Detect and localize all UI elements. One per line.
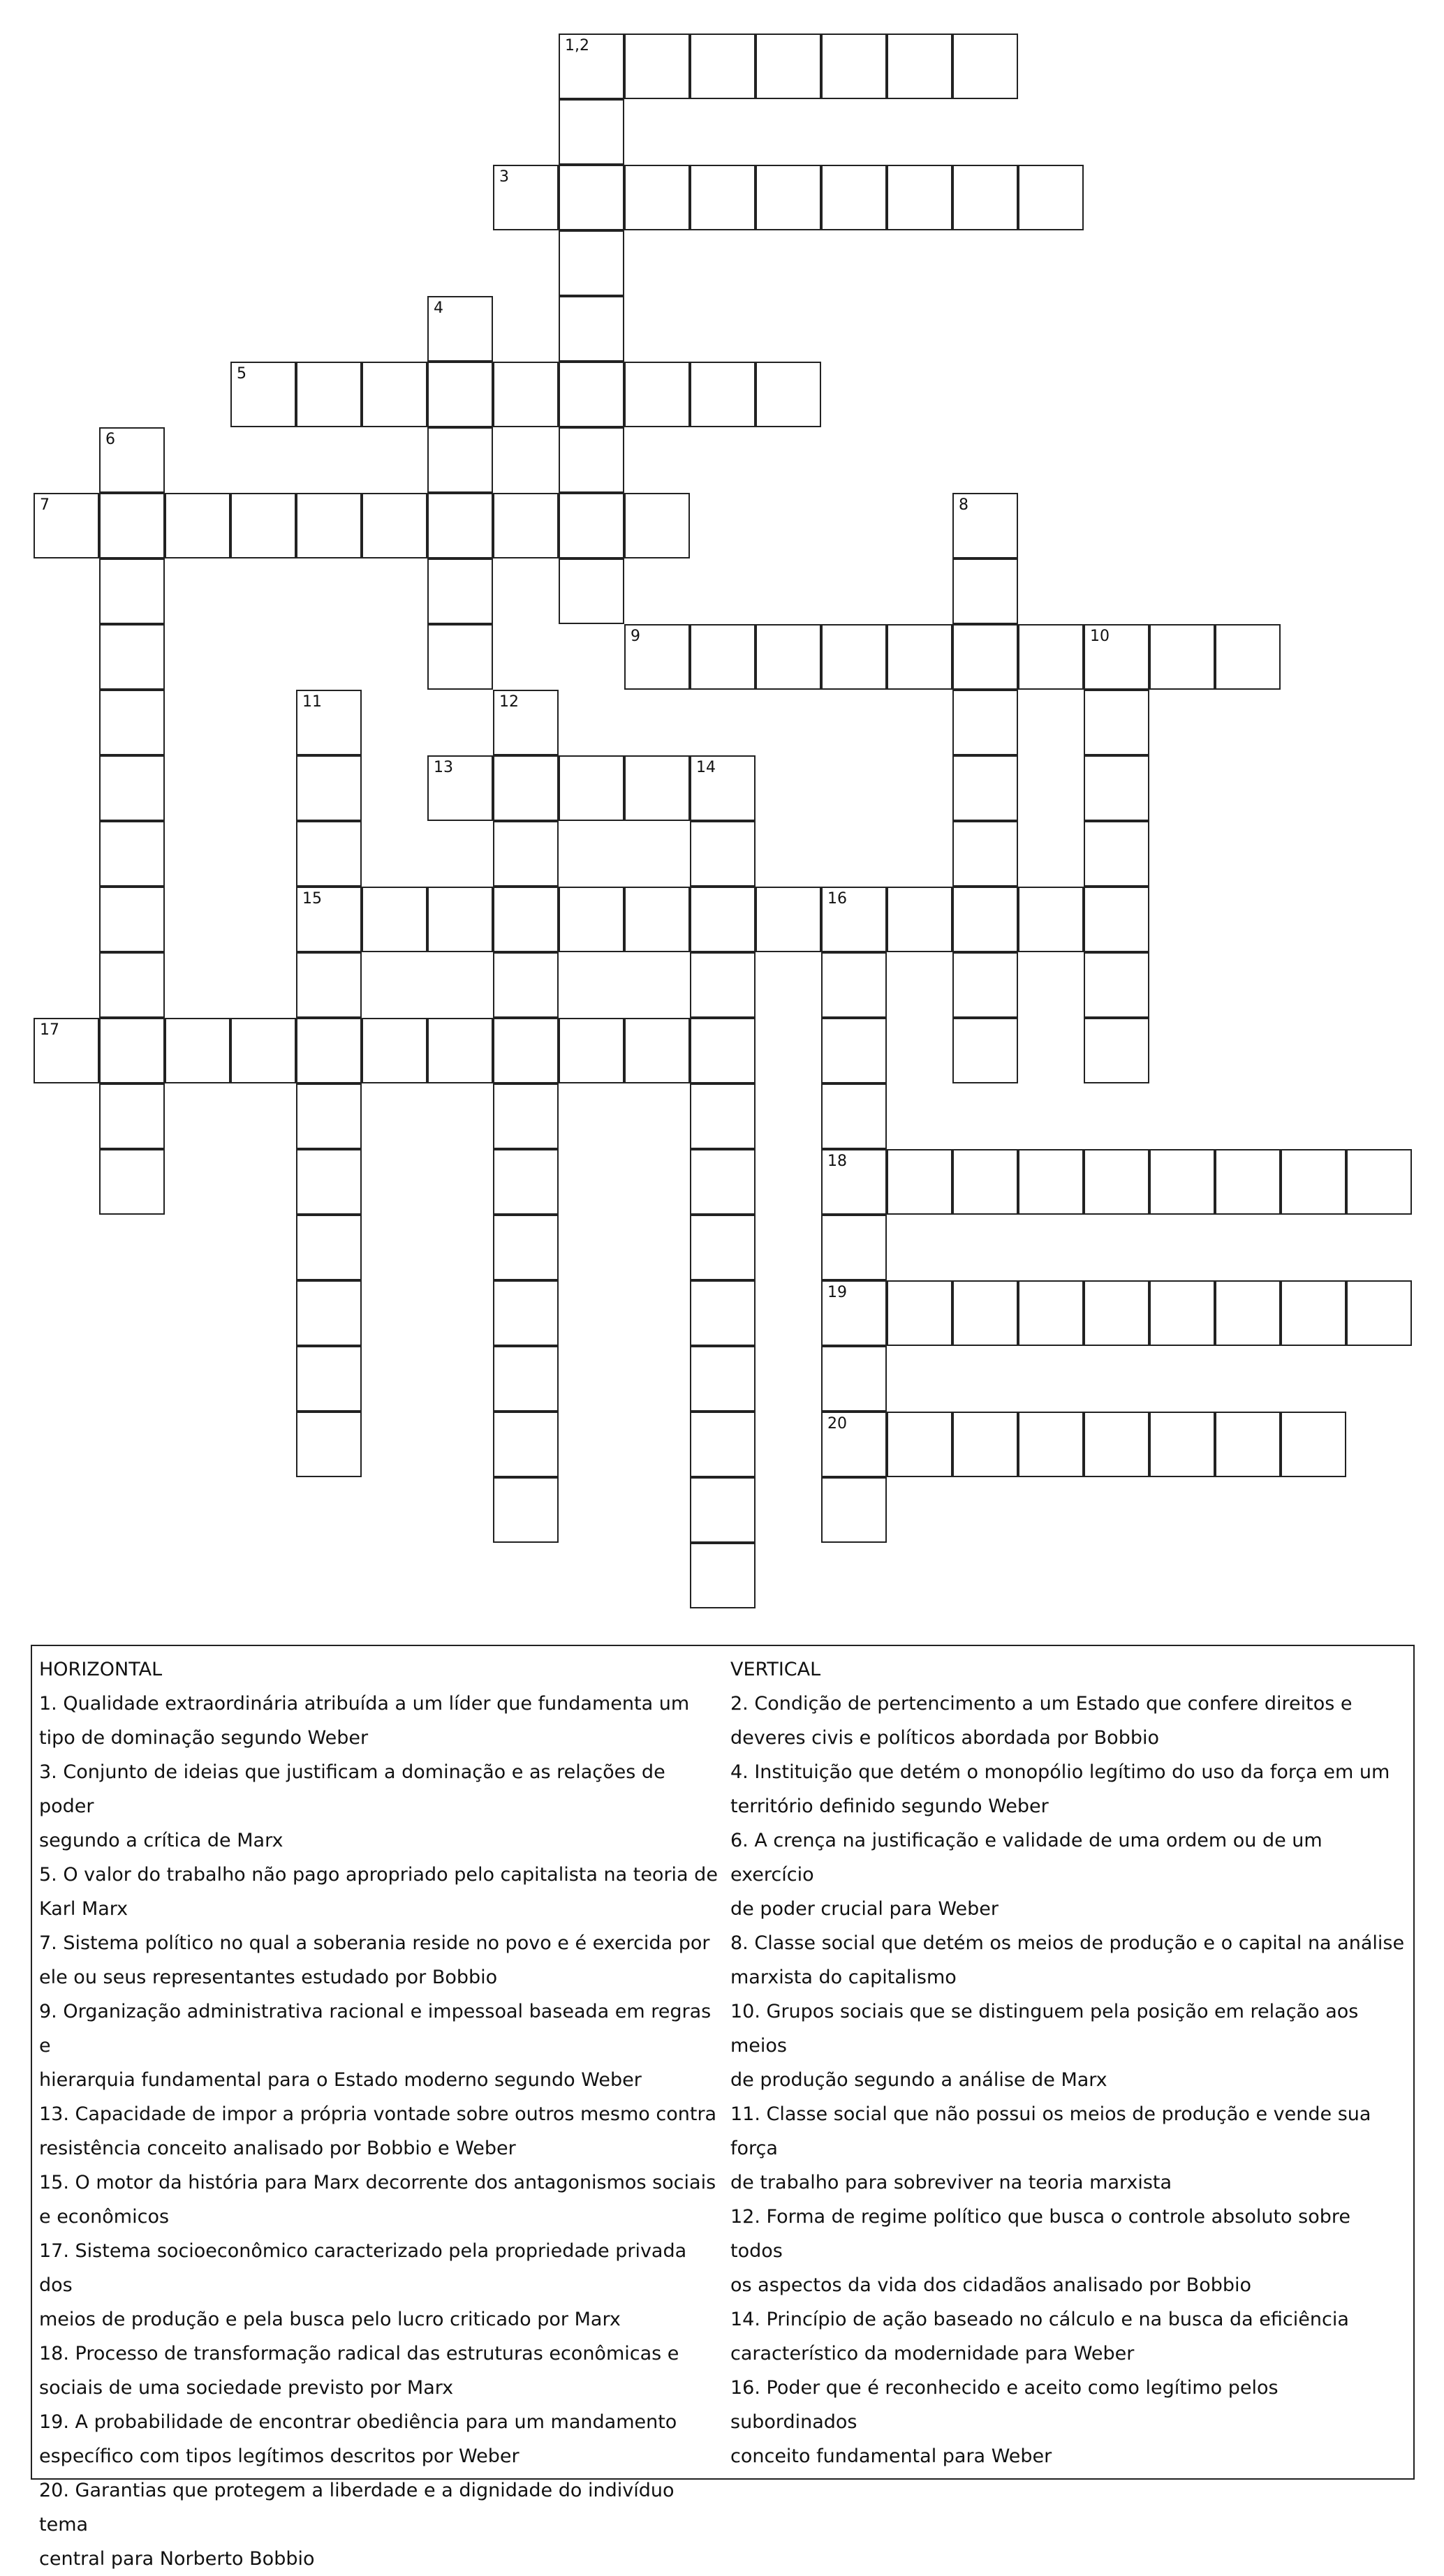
horizontal-clue-line: 5. O valor do trabalho não pago apropriado pelo capitalista na teoria de: [39, 1864, 718, 1886]
grid-cell[interactable]: [887, 34, 952, 99]
grid-cell[interactable]: [1215, 624, 1281, 690]
grid-cell[interactable]: [1149, 1149, 1215, 1215]
grid-cell[interactable]: [230, 1018, 296, 1083]
grid-cell[interactable]: [99, 558, 165, 624]
grid-cell[interactable]: [690, 34, 756, 99]
grid-cell[interactable]: [427, 427, 493, 493]
horizontal-clue-line: Karl Marx: [39, 1898, 128, 1920]
grid-cell[interactable]: [1346, 1280, 1412, 1346]
grid-cell[interactable]: [1149, 624, 1215, 690]
clue-number: 13: [434, 759, 453, 776]
vertical-clue-line: 14. Princípio de ação baseado no cálculo e na busca da eficiência: [730, 2309, 1349, 2330]
grid-cell[interactable]: [493, 952, 559, 1018]
horizontal-heading: HORIZONTAL: [39, 1659, 163, 1680]
grid-cell[interactable]: [887, 165, 952, 230]
horizontal-clue-list: [39, 1687, 723, 2576]
grid-cell[interactable]: [165, 1018, 230, 1083]
grid-cell[interactable]: [99, 952, 165, 1018]
grid-cell[interactable]: [1018, 165, 1084, 230]
vertical-clue-line: marxista do capitalismo: [730, 1967, 957, 1988]
horizontal-clue-line: 13. Capacidade de impor a própria vontade sobre outros mesmo contra: [39, 2103, 717, 2125]
grid-cell[interactable]: [493, 493, 559, 558]
grid-cell[interactable]: [1149, 1280, 1215, 1346]
grid-cell[interactable]: [1084, 1412, 1149, 1477]
grid-cell[interactable]: [99, 624, 165, 690]
grid-cell[interactable]: [99, 887, 165, 952]
grid-cell[interactable]: [952, 952, 1018, 1018]
horizontal-clue-line: 1. Qualidade extraordinária atribuída a um líder que fundamenta um: [39, 1693, 690, 1715]
grid-cell[interactable]: [690, 1083, 756, 1149]
vertical-clue-line: 8. Classe social que detém os meios de produção e o capital na análise: [730, 1932, 1405, 1954]
grid-cell[interactable]: [1084, 624, 1149, 690]
horizontal-clue-line: ele ou seus representantes estudado por Bobbio: [39, 1967, 498, 1988]
grid-cell[interactable]: [1018, 887, 1084, 952]
grid-cell[interactable]: [1084, 887, 1149, 952]
grid-cell[interactable]: [559, 296, 624, 362]
clue-number: 16: [827, 890, 847, 908]
grid-cell[interactable]: [624, 755, 690, 821]
grid-cell[interactable]: [559, 165, 624, 230]
horizontal-clue-line: 3. Conjunto de ideias que justificam a dominação e as relações de poder: [39, 1761, 665, 1817]
grid-cell[interactable]: [427, 624, 493, 690]
grid-cell[interactable]: [952, 624, 1018, 690]
grid-cell[interactable]: [99, 1149, 165, 1215]
horizontal-clue-line: tipo de dominação segundo Weber: [39, 1727, 369, 1749]
grid-cell[interactable]: [427, 362, 493, 427]
grid-cell[interactable]: [427, 558, 493, 624]
grid-cell[interactable]: [952, 493, 1018, 558]
horizontal-clue-line: 17. Sistema socioeconômico caracterizado pela propriedade privada dos: [39, 2240, 687, 2296]
grid-cell[interactable]: [99, 1018, 165, 1083]
horizontal-clue-line: específico com tipos legítimos descritos por Weber: [39, 2445, 520, 2467]
vertical-clue-line: conceito fundamental para Weber: [730, 2445, 1052, 2467]
grid-cell[interactable]: [99, 1083, 165, 1149]
grid-cell[interactable]: [296, 952, 362, 1018]
grid-cell[interactable]: [821, 34, 887, 99]
grid-cell[interactable]: [99, 821, 165, 887]
clue-number: 9: [631, 628, 640, 645]
vertical-clue-line: 4. Instituição que detém o monopólio legítimo do uso da força em um: [730, 1761, 1390, 1783]
grid-cell[interactable]: [34, 1018, 99, 1083]
horizontal-clue-line: 19. A probabilidade de encontrar obediência para um mandamento: [39, 2411, 677, 2433]
vertical-clue-line: 10. Grupos sociais que se distinguem pela posição em relação aos meios: [730, 2001, 1359, 2057]
grid-cell[interactable]: [624, 362, 690, 427]
grid-cell[interactable]: [624, 493, 690, 558]
grid-cell[interactable]: [887, 1412, 952, 1477]
vertical-clue-line: 6. A crença na justificação e validade de uma ordem ou de um exercício: [730, 1830, 1323, 1886]
grid-cell[interactable]: [493, 1280, 559, 1346]
grid-cell[interactable]: [230, 493, 296, 558]
clue-number: 11: [302, 693, 322, 711]
horizontal-clue-line: sociais de uma sociedade previsto por Marx: [39, 2377, 454, 2399]
grid-cell[interactable]: [559, 887, 624, 952]
grid-cell[interactable]: [99, 427, 165, 493]
grid-cell[interactable]: [624, 887, 690, 952]
grid-cell[interactable]: [624, 165, 690, 230]
grid-cell[interactable]: [821, 887, 887, 952]
clue-number: 18: [827, 1153, 847, 1170]
grid-cell[interactable]: [296, 690, 362, 755]
grid-cell[interactable]: [1084, 1018, 1149, 1083]
grid-cell[interactable]: [559, 99, 624, 165]
grid-cell[interactable]: [690, 362, 756, 427]
vertical-clue-line: de poder crucial para Weber: [730, 1898, 999, 1920]
grid-cell[interactable]: [821, 1346, 887, 1412]
grid-cell[interactable]: [296, 1018, 362, 1083]
clue-number: 15: [302, 890, 322, 908]
horizontal-clue-line: e econômicos: [39, 2206, 170, 2228]
grid-cell[interactable]: [1084, 1149, 1149, 1215]
grid-cell[interactable]: [493, 1149, 559, 1215]
grid-cell[interactable]: [952, 1149, 1018, 1215]
clue-number: 17: [40, 1021, 59, 1039]
grid-cell[interactable]: [756, 165, 821, 230]
grid-cell[interactable]: [296, 1412, 362, 1477]
grid-cell[interactable]: [493, 1477, 559, 1543]
grid-cell[interactable]: [1018, 1280, 1084, 1346]
grid-cell[interactable]: [1215, 1149, 1281, 1215]
grid-cell[interactable]: [624, 624, 690, 690]
clue-number: 8: [959, 496, 968, 514]
grid-cell[interactable]: [34, 493, 99, 558]
clue-number: 7: [40, 496, 50, 514]
grid-cell[interactable]: [296, 362, 362, 427]
clue-number: 19: [827, 1284, 847, 1301]
grid-cell[interactable]: [690, 952, 756, 1018]
clue-number: 4: [434, 299, 443, 317]
grid-cell[interactable]: [690, 1346, 756, 1412]
grid-cell[interactable]: [1084, 821, 1149, 887]
grid-cell[interactable]: [296, 1215, 362, 1280]
grid-cell[interactable]: [99, 690, 165, 755]
grid-cell[interactable]: [99, 493, 165, 558]
vertical-clue-line: de trabalho para sobreviver na teoria marxista: [730, 2172, 1172, 2193]
grid-cell[interactable]: [296, 1346, 362, 1412]
grid-cell[interactable]: [296, 493, 362, 558]
grid-cell[interactable]: [690, 1280, 756, 1346]
vertical-clue-line: 16. Poder que é reconhecido e aceito como legítimo pelos subordinados: [730, 2377, 1279, 2433]
grid-cell[interactable]: [296, 1149, 362, 1215]
grid-cell[interactable]: [887, 1149, 952, 1215]
grid-cell[interactable]: [821, 1477, 887, 1543]
grid-cell[interactable]: [952, 755, 1018, 821]
grid-cell[interactable]: [559, 362, 624, 427]
grid-cell[interactable]: [493, 1346, 559, 1412]
grid-cell[interactable]: [624, 1018, 690, 1083]
horizontal-clue-line: 9. Organização administrativa racional e impessoal baseada em regras e: [39, 2001, 712, 2057]
grid-cell[interactable]: [821, 1149, 887, 1215]
grid-cell[interactable]: [821, 1215, 887, 1280]
vertical-clue-line: território definido segundo Weber: [730, 1796, 1049, 1817]
clue-number: 1,2: [565, 37, 589, 54]
vertical-clue-line: de produção segundo a análise de Marx: [730, 2069, 1107, 2091]
grid-cell[interactable]: [493, 755, 559, 821]
grid-cell[interactable]: [230, 362, 296, 427]
grid-cell[interactable]: [1346, 1149, 1412, 1215]
grid-cell[interactable]: [690, 821, 756, 887]
grid-cell[interactable]: [1084, 690, 1149, 755]
grid-cell[interactable]: [690, 1543, 756, 1608]
grid-cell[interactable]: [952, 34, 1018, 99]
grid-cell[interactable]: [756, 34, 821, 99]
grid-cell[interactable]: [296, 1280, 362, 1346]
horizontal-clue-line: 18. Processo de transformação radical das estruturas econômicas e: [39, 2343, 679, 2364]
grid-cell[interactable]: [427, 493, 493, 558]
horizontal-clue-line: central para Norberto Bobbio: [39, 2548, 315, 2570]
clue-number: 12: [499, 693, 519, 711]
grid-cell[interactable]: [559, 230, 624, 296]
grid-cell[interactable]: [493, 1018, 559, 1083]
grid-cell[interactable]: [493, 165, 559, 230]
grid-cell[interactable]: [296, 821, 362, 887]
grid-cell[interactable]: [493, 1412, 559, 1477]
grid-cell[interactable]: [1281, 1149, 1346, 1215]
grid-cell[interactable]: [427, 887, 493, 952]
vertical-clues-column: [730, 1653, 1408, 2473]
grid-cell[interactable]: [821, 165, 887, 230]
grid-cell[interactable]: [493, 887, 559, 952]
grid-cell[interactable]: [559, 493, 624, 558]
clue-number: 14: [696, 759, 716, 776]
grid-cell[interactable]: [1084, 755, 1149, 821]
grid-cell[interactable]: [1018, 1412, 1084, 1477]
grid-cell[interactable]: [427, 1018, 493, 1083]
grid-cell[interactable]: [952, 821, 1018, 887]
grid-cell[interactable]: [952, 1280, 1018, 1346]
grid-cell[interactable]: [99, 755, 165, 821]
grid-cell[interactable]: [821, 1018, 887, 1083]
grid-cell[interactable]: [952, 1412, 1018, 1477]
clue-number: 10: [1090, 628, 1110, 645]
grid-cell[interactable]: [559, 755, 624, 821]
grid-cell[interactable]: [952, 1018, 1018, 1083]
horizontal-clue-line: resistência conceito analisado por Bobbio e Weber: [39, 2138, 516, 2159]
grid-cell[interactable]: [427, 755, 493, 821]
grid-cell[interactable]: [493, 1215, 559, 1280]
vertical-heading: VERTICAL: [730, 1659, 821, 1680]
grid-cell[interactable]: [296, 1083, 362, 1149]
grid-cell[interactable]: [690, 887, 756, 952]
grid-cell[interactable]: [952, 558, 1018, 624]
horizontal-clues-column: [39, 1653, 723, 2576]
grid-cell[interactable]: [821, 1083, 887, 1149]
grid-cell[interactable]: [1084, 952, 1149, 1018]
vertical-clue-line: 11. Classe social que não possui os meios de produção e vende sua força: [730, 2103, 1371, 2159]
horizontal-clue-line: hierarquia fundamental para o Estado moderno segundo Weber: [39, 2069, 642, 2091]
grid-cell[interactable]: [690, 1477, 756, 1543]
grid-cell[interactable]: [1018, 624, 1084, 690]
grid-cell[interactable]: [624, 34, 690, 99]
grid-cell[interactable]: [1018, 1149, 1084, 1215]
grid-cell[interactable]: [296, 887, 362, 952]
grid-cell[interactable]: [1149, 1412, 1215, 1477]
grid-cell[interactable]: [690, 1215, 756, 1280]
vertical-clue-line: os aspectos da vida dos cidadãos analisado por Bobbio: [730, 2274, 1252, 2296]
grid-cell[interactable]: [165, 493, 230, 558]
grid-cell[interactable]: [690, 755, 756, 821]
grid-cell[interactable]: [756, 362, 821, 427]
grid-cell[interactable]: [690, 1412, 756, 1477]
horizontal-clue-line: 20. Garantias que protegem a liberdade e a dignidade do indivíduo tema: [39, 2480, 675, 2536]
grid-cell[interactable]: [427, 296, 493, 362]
grid-cell[interactable]: [952, 165, 1018, 230]
grid-cell[interactable]: [952, 887, 1018, 952]
grid-cell[interactable]: [362, 1018, 427, 1083]
grid-cell[interactable]: [887, 887, 952, 952]
grid-cell[interactable]: [296, 755, 362, 821]
grid-cell[interactable]: [952, 690, 1018, 755]
grid-cell[interactable]: [559, 34, 624, 99]
grid-cell[interactable]: [821, 1412, 887, 1477]
clue-number: 20: [827, 1415, 847, 1433]
grid-cell[interactable]: [821, 952, 887, 1018]
grid-cell[interactable]: [756, 624, 821, 690]
grid-cell[interactable]: [493, 362, 559, 427]
grid-cell[interactable]: [1281, 1280, 1346, 1346]
vertical-clue-line: 12. Forma de regime político que busca o controle absoluto sobre todos: [730, 2206, 1350, 2262]
grid-cell[interactable]: [690, 1149, 756, 1215]
horizontal-clue-line: 15. O motor da história para Marx decorrente dos antagonismos sociais: [39, 2172, 716, 2193]
grid-cell[interactable]: [493, 821, 559, 887]
grid-cell[interactable]: [887, 1280, 952, 1346]
grid-cell[interactable]: [1084, 1280, 1149, 1346]
grid-cell[interactable]: [493, 1083, 559, 1149]
grid-cell[interactable]: [1281, 1412, 1346, 1477]
grid-cell[interactable]: [690, 624, 756, 690]
clues-panel: [31, 1645, 1415, 2570]
grid-cell[interactable]: [559, 427, 624, 493]
grid-cell[interactable]: [756, 887, 821, 952]
horizontal-clue-line: meios de produção e pela busca pelo lucro criticado por Marx: [39, 2309, 621, 2330]
horizontal-clue-line: 7. Sistema político no qual a soberania reside no povo e é exercida por: [39, 1932, 710, 1954]
grid-cell[interactable]: [362, 887, 427, 952]
vertical-clue-line: 2. Condição de pertencimento a um Estado que confere direitos e: [730, 1693, 1353, 1715]
clue-number: 5: [237, 365, 246, 383]
horizontal-clue-line: segundo a crítica de Marx: [39, 1830, 283, 1851]
vertical-clue-line: característico da modernidade para Weber: [730, 2343, 1135, 2364]
grid-cell[interactable]: [559, 558, 624, 624]
grid-cell[interactable]: [690, 165, 756, 230]
grid-cell[interactable]: [887, 624, 952, 690]
grid-cell[interactable]: [559, 1018, 624, 1083]
vertical-clue-line: deveres civis e políticos abordada por Bobbio: [730, 1727, 1159, 1749]
clue-number: 6: [105, 431, 115, 448]
grid-cell[interactable]: [493, 690, 559, 755]
clue-number: 3: [499, 168, 509, 186]
grid-cell[interactable]: [690, 1018, 756, 1083]
vertical-clue-list: [730, 1687, 1408, 2473]
grid-cell[interactable]: [362, 493, 427, 558]
grid-cell[interactable]: [1215, 1412, 1281, 1477]
grid-cell[interactable]: [362, 362, 427, 427]
grid-cell[interactable]: [821, 1280, 887, 1346]
grid-cell[interactable]: [821, 624, 887, 690]
grid-cell[interactable]: [1215, 1280, 1281, 1346]
